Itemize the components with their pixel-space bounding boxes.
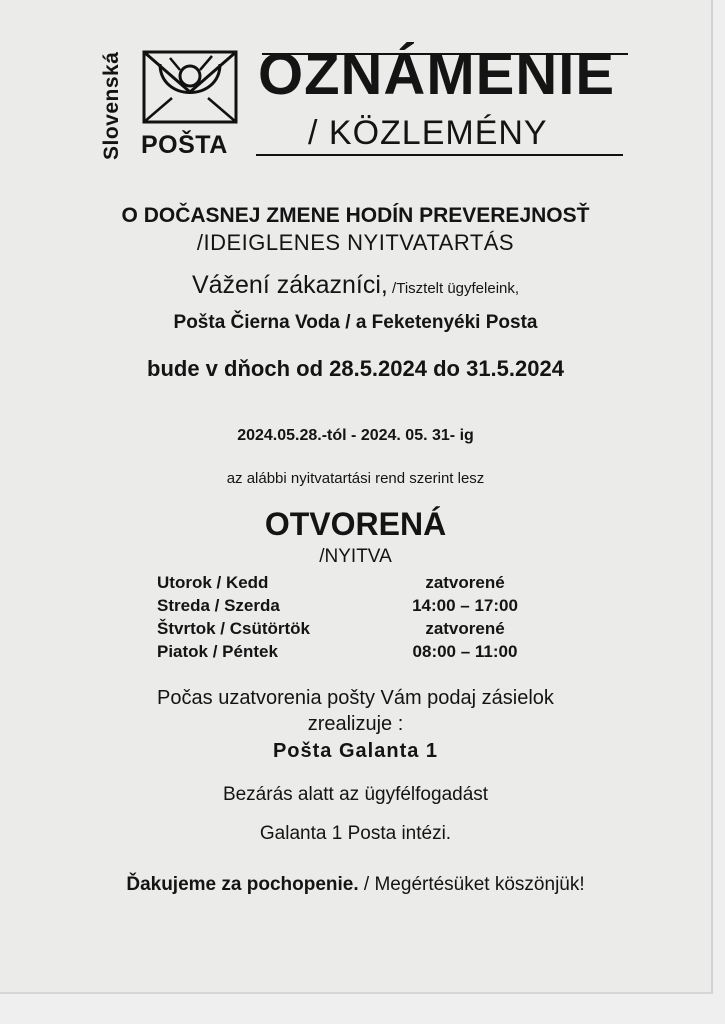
header-bottom-rule bbox=[256, 154, 623, 156]
opening-hours-table bbox=[157, 573, 537, 665]
open-label-hu: /NYITVA bbox=[319, 546, 392, 567]
closure-text-line2: zrealizuje : bbox=[307, 713, 404, 735]
schedule-day: Piatok / Péntek bbox=[157, 642, 278, 661]
thanks-sk: Ďakujeme za pochopenie. bbox=[126, 874, 359, 895]
schedule-hours: zatvorené bbox=[425, 619, 505, 638]
heading-sk: O DOČASNEJ ZMENE HODÍN PREVEREJNOSŤ bbox=[121, 204, 590, 227]
open-label-sk: OTVORENÁ bbox=[264, 506, 447, 542]
closure-text-line1: Počas uzatvorenia pošty Vám podaj zásielok bbox=[157, 687, 554, 709]
schedule-hours: zatvorené bbox=[425, 573, 505, 592]
heading-hu: /IDEIGLENES NYITVATARTÁS bbox=[196, 230, 515, 255]
page-subtitle: / KÖZLEMÉNY bbox=[308, 114, 548, 152]
schedule-day: Streda / Szerda bbox=[157, 596, 280, 615]
schedule-day: Utorok / Kedd bbox=[157, 573, 269, 592]
closure-hu-line1: Bezárás alatt az ügyfélfogadást bbox=[222, 784, 489, 805]
post-horn-envelope-icon bbox=[142, 50, 238, 124]
schedule-hours: 08:00 – 11:00 bbox=[412, 642, 518, 661]
schedule-day: Štvrtok / Csütörtök bbox=[157, 619, 311, 638]
closure-hu-line2: Galanta 1 Posta intézi. bbox=[259, 823, 452, 844]
schedule-row bbox=[157, 619, 537, 642]
logo-wordmark: POŠTA bbox=[141, 131, 228, 159]
schedule-row bbox=[157, 573, 537, 596]
greeting-hu: /Tisztelt ügyfeleink, bbox=[387, 280, 520, 297]
post-office-name: Pošta Čierna Voda / a Feketenyéki Posta bbox=[173, 312, 538, 333]
greeting-sk: Vážení zákazníci, bbox=[191, 271, 388, 299]
thanks-hu: / Megértésüket köszönjük! bbox=[358, 874, 585, 895]
schedule-row bbox=[157, 596, 537, 619]
alternate-post-office: Pošta Galanta 1 bbox=[272, 740, 439, 762]
date-range-sk: bude v dňoch od 28.5.2024 do 31.5.2024 bbox=[147, 356, 564, 381]
thanks-message bbox=[0, 874, 711, 896]
logo-vertical-text: Slovenská bbox=[100, 51, 123, 160]
greeting bbox=[0, 271, 711, 300]
schedule-hours: 14:00 – 17:00 bbox=[412, 596, 518, 615]
page-title: OZNÁMENIE bbox=[258, 42, 615, 107]
date-range-hu: 2024.05.28.-tól - 2024. 05. 31- ig bbox=[237, 427, 474, 444]
schedule-intro-hu: az alábbi nyitvatartási rend szerint lesz bbox=[226, 470, 485, 487]
schedule-row bbox=[157, 642, 537, 665]
